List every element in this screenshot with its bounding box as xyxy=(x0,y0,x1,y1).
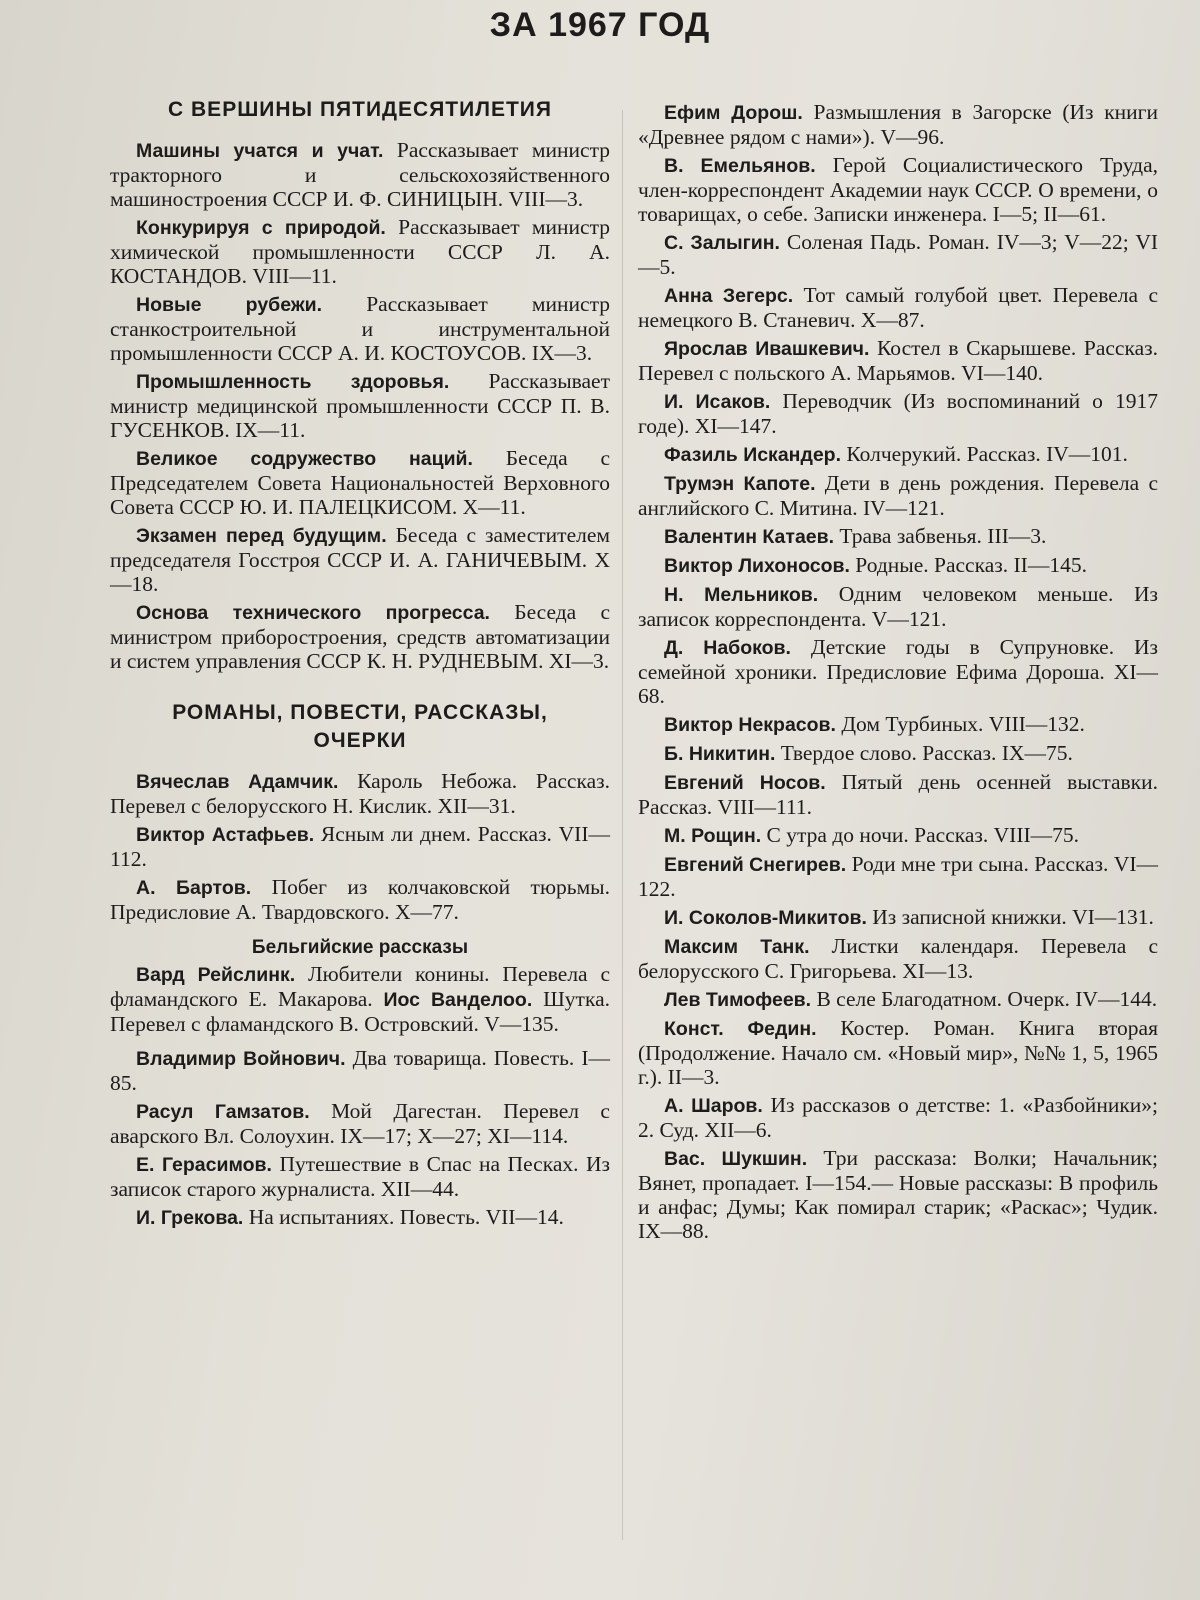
list-item xyxy=(110,446,610,519)
list-item xyxy=(110,523,610,596)
entry-author: Ярослав Ивашкевич. xyxy=(664,338,870,360)
list-item xyxy=(638,389,1158,438)
entry-text: Размышления в Загорске (Из книги «Древнее рядом с нами»). V—96. xyxy=(638,100,1159,149)
list-item xyxy=(638,153,1158,226)
entry-text: Беседа с министром приборостроения, средств автоматизации и систем управления СССР К. Н. РУДНЕВЫМ. XI—3. xyxy=(110,600,611,673)
entry-text: Рассказывает министр медицинской промышленности СССР П. В. ГУСЕНКОВ. IX—11. xyxy=(110,369,610,442)
section-title-line: РОМАНЫ, ПОВЕСТИ, РАССКАЗЫ, xyxy=(172,701,548,724)
entry-author: Максим Танк. xyxy=(664,936,810,958)
entry-text: Шутка. Перевел с фламандского В. Островский. V—135. xyxy=(110,987,610,1036)
entry-author: Вард Рейслинк. xyxy=(136,964,296,986)
entry-author: М. Рощин. xyxy=(664,825,762,847)
list-item xyxy=(110,138,610,211)
list-item xyxy=(110,292,610,365)
entry-text: Из рассказов о детстве: 1. «Разбойники»; 2. Суд. XII—6. xyxy=(638,1093,1159,1142)
entry-author: Б. Никитин. xyxy=(664,743,776,765)
entry-title: Великое содружество наций. xyxy=(136,448,473,470)
list-item xyxy=(110,1205,610,1230)
list-item xyxy=(638,712,1158,737)
entry-author: И. Грекова. xyxy=(136,1207,244,1229)
entry-text: Костел в Скарышеве. Рассказ. Перевел с польского А. Марьямов. VI—140. xyxy=(638,336,1158,385)
entry-author: Евгений Носов. xyxy=(664,772,826,794)
entry-title: Конкурируя с природой. xyxy=(136,217,386,239)
entry-author: Виктор Некрасов. xyxy=(664,714,836,736)
list-item xyxy=(638,770,1158,819)
entry-text: Родные. Рассказ. II—145. xyxy=(849,553,1087,577)
entry-text: Мой Дагестан. Перевел с аварского Вл. Солоухин. IX—17; X—27; XI—114. xyxy=(110,1099,610,1148)
entry-text: Рассказывает министр тракторного и сельскохозяйственного машиностроения СССР И. Ф. СИНИЦЫН. VIII—3. xyxy=(110,138,610,211)
section-title-prose xyxy=(110,699,610,755)
list-item xyxy=(638,905,1158,930)
entry-text: Два товарища. Повесть. I—85. xyxy=(110,1046,610,1095)
entry-author: А. Бартов. xyxy=(136,877,252,899)
entry-author: Д. Набоков. xyxy=(664,637,791,659)
entry-author: Валентин Катаев. xyxy=(664,526,835,548)
list-item xyxy=(110,215,610,288)
list-item xyxy=(110,875,610,924)
entry-text: Костер. Роман. Книга вторая (Продолжение. Начало см. «Новый мир», №№ 1, 5, 1965 г.). II—3. xyxy=(638,1016,1158,1089)
list-item xyxy=(638,524,1158,549)
entry-text: Дети в день рождения. Перевела с английского С. Митина. IV—121. xyxy=(638,471,1158,520)
entry-text: Твердое слово. Рассказ. IX—75. xyxy=(775,741,1073,765)
entry-text: Любители конины. Перевела с фламандского Е. Макарова. xyxy=(110,962,610,1011)
entry-text: С утра до ночи. Рассказ. VIII—75. xyxy=(761,823,1080,847)
section-title-line: ОЧЕРКИ xyxy=(313,729,407,752)
entry-text: Герой Социалистического Труда, член-корреспондент Академии наук СССР. О времени, о товарищах, о себе. Записки инженера. I—5; II—61. xyxy=(638,153,1158,226)
entry-title: Машины учатся и учат. xyxy=(136,140,384,162)
entry-text: Трава забвенья. III—3. xyxy=(834,524,1047,548)
entry-text: Побег из колчаковской тюрьмы. Предисловие А. Твардовского. X—77. xyxy=(110,875,610,924)
list-item xyxy=(638,553,1158,578)
list-item xyxy=(638,582,1158,631)
entry-text: Соленая Падь. Роман. IV—3; V—22; VI—5. xyxy=(638,230,1158,279)
entry-text: Кароль Небожа. Рассказ. Перевел с белорусского Н. Кислик. XII—31. xyxy=(110,769,610,818)
list-item xyxy=(638,1146,1158,1243)
column-divider xyxy=(622,110,623,1540)
list-item xyxy=(638,741,1158,766)
entry-text: Листки календаря. Перевела с белорусского С. Григорьева. XI—13. xyxy=(638,934,1158,983)
list-item xyxy=(638,283,1158,332)
entry-text: Беседа с Председателем Совета Национальностей Верховного Совета СССР Ю. И. ПАЛЕЦКИСОМ. X—11. xyxy=(110,446,610,519)
list-item xyxy=(638,442,1158,467)
list-item xyxy=(638,471,1158,520)
entry-author: Трумэн Капоте. xyxy=(664,473,816,495)
entry-author: Анна Зегерс. xyxy=(664,285,794,307)
entry-author: Лев Тимофеев. xyxy=(664,989,812,1011)
entry-text: Детские годы в Супруновке. Из семейной хроники. Предисловие Ефима Дороша. XI—68. xyxy=(638,635,1158,708)
entry-author: Виктор Лихоносов. xyxy=(664,555,850,577)
entry-text: Колчерукий. Рассказ. IV—101. xyxy=(841,442,1128,466)
subsection-title: Бельгийские рассказы xyxy=(251,937,469,958)
list-item xyxy=(638,1093,1158,1142)
list-item xyxy=(110,600,610,673)
list-item xyxy=(638,1016,1158,1089)
entry-text: Путешествие в Спас на Песках. Из записок старого журналиста. XII—44. xyxy=(110,1152,611,1201)
entry-text: В селе Благодатном. Очерк. IV—144. xyxy=(811,987,1158,1011)
entry-author: В. Емельянов. xyxy=(664,155,816,177)
entry-title: Промышленность здоровья. xyxy=(136,371,450,393)
entry-author: Иос Ванделоо. xyxy=(383,989,533,1011)
entry-author: Конст. Федин. xyxy=(664,1018,817,1040)
list-item xyxy=(110,962,610,1036)
entry-text: Одним человеком меньше. Из записок корреспондента. V—121. xyxy=(638,582,1158,631)
entry-text: Переводчик (Из воспоминаний о 1917 годе). XI—147. xyxy=(638,389,1158,438)
list-item xyxy=(638,635,1158,708)
entry-text: Ясным ли днем. Рассказ. VII—112. xyxy=(110,822,610,871)
entry-author: Фазиль Искандер. xyxy=(664,444,841,466)
entry-author: Е. Герасимов. xyxy=(136,1154,272,1176)
entry-author: Расул Гамзатов. xyxy=(136,1101,310,1123)
list-item xyxy=(638,987,1158,1012)
entry-text: Пятый день осенней выставки. Рассказ. VIII—111. xyxy=(638,770,1158,819)
entry-title: Новые рубежи. xyxy=(136,294,323,316)
list-item xyxy=(638,230,1158,279)
list-item xyxy=(638,100,1158,149)
entry-text: На испытаниях. Повесть. VII—14. xyxy=(243,1205,564,1229)
entry-text: Из записной книжки. VI—131. xyxy=(866,905,1154,929)
entry-author: Владимир Войнович. xyxy=(136,1048,346,1070)
left-column xyxy=(110,96,610,1234)
entry-text: Три рассказа: Волки; Начальник; Вянет, пропадает. I—154.— Новые рассказы: В профиль и анфас; Думы; Как помирал старик; «Раскас»; Чудик. IX—88. xyxy=(638,1146,1158,1243)
list-item xyxy=(110,369,610,442)
entry-author: А. Шаров. xyxy=(664,1095,763,1117)
list-item xyxy=(638,852,1158,901)
list-item xyxy=(110,822,610,871)
entry-author: Ефим Дорош. xyxy=(664,102,803,124)
section-title-anniversary: С ВЕРШИНЫ ПЯТИДЕСЯТИЛЕТИЯ xyxy=(168,98,552,121)
list-item xyxy=(110,1046,610,1095)
list-item xyxy=(110,769,610,818)
entry-title: Основа технического прогресса. xyxy=(136,602,490,624)
entry-author: Виктор Астафьев. xyxy=(136,824,315,846)
right-column xyxy=(638,100,1158,1247)
list-item xyxy=(110,1099,610,1148)
list-item xyxy=(638,934,1158,983)
entry-text: Дом Турбиных. VIII—132. xyxy=(835,712,1085,736)
entry-text: Тот самый голубой цвет. Перевела с немецкого В. Станевич. X—87. xyxy=(638,283,1158,332)
page-title: ЗА 1967 ГОД xyxy=(489,6,711,44)
entry-text: Роди мне три сына. Рассказ. VI—122. xyxy=(638,852,1159,901)
entry-author: И. Соколов-Микитов. xyxy=(664,907,867,929)
list-item xyxy=(110,1152,610,1201)
entry-author: С. Залыгин. xyxy=(664,232,780,254)
entry-author: Вячеслав Адамчик. xyxy=(136,771,339,793)
entry-title: Экзамен перед будущим. xyxy=(136,525,387,547)
entry-text: Беседа с заместителем председателя Госстроя СССР И. А. ГАНИЧЕВЫМ. X—18. xyxy=(110,523,610,596)
list-item xyxy=(638,336,1158,385)
entry-author: Евгений Снегирев. xyxy=(664,854,847,876)
entry-author: Н. Мельников. xyxy=(664,584,819,606)
list-item xyxy=(638,823,1158,848)
entry-text: Рассказывает министр станкостроительной и инструментальной промышленности СССР А. И. КОСТОУСОВ. IX—3. xyxy=(110,292,610,365)
entry-author: Вас. Шукшин. xyxy=(664,1148,808,1170)
entry-author: И. Исаков. xyxy=(664,391,771,413)
entry-text: Рассказывает министр химической промышленности СССР Л. А. КОСТАНДОВ. VIII—11. xyxy=(110,215,610,288)
